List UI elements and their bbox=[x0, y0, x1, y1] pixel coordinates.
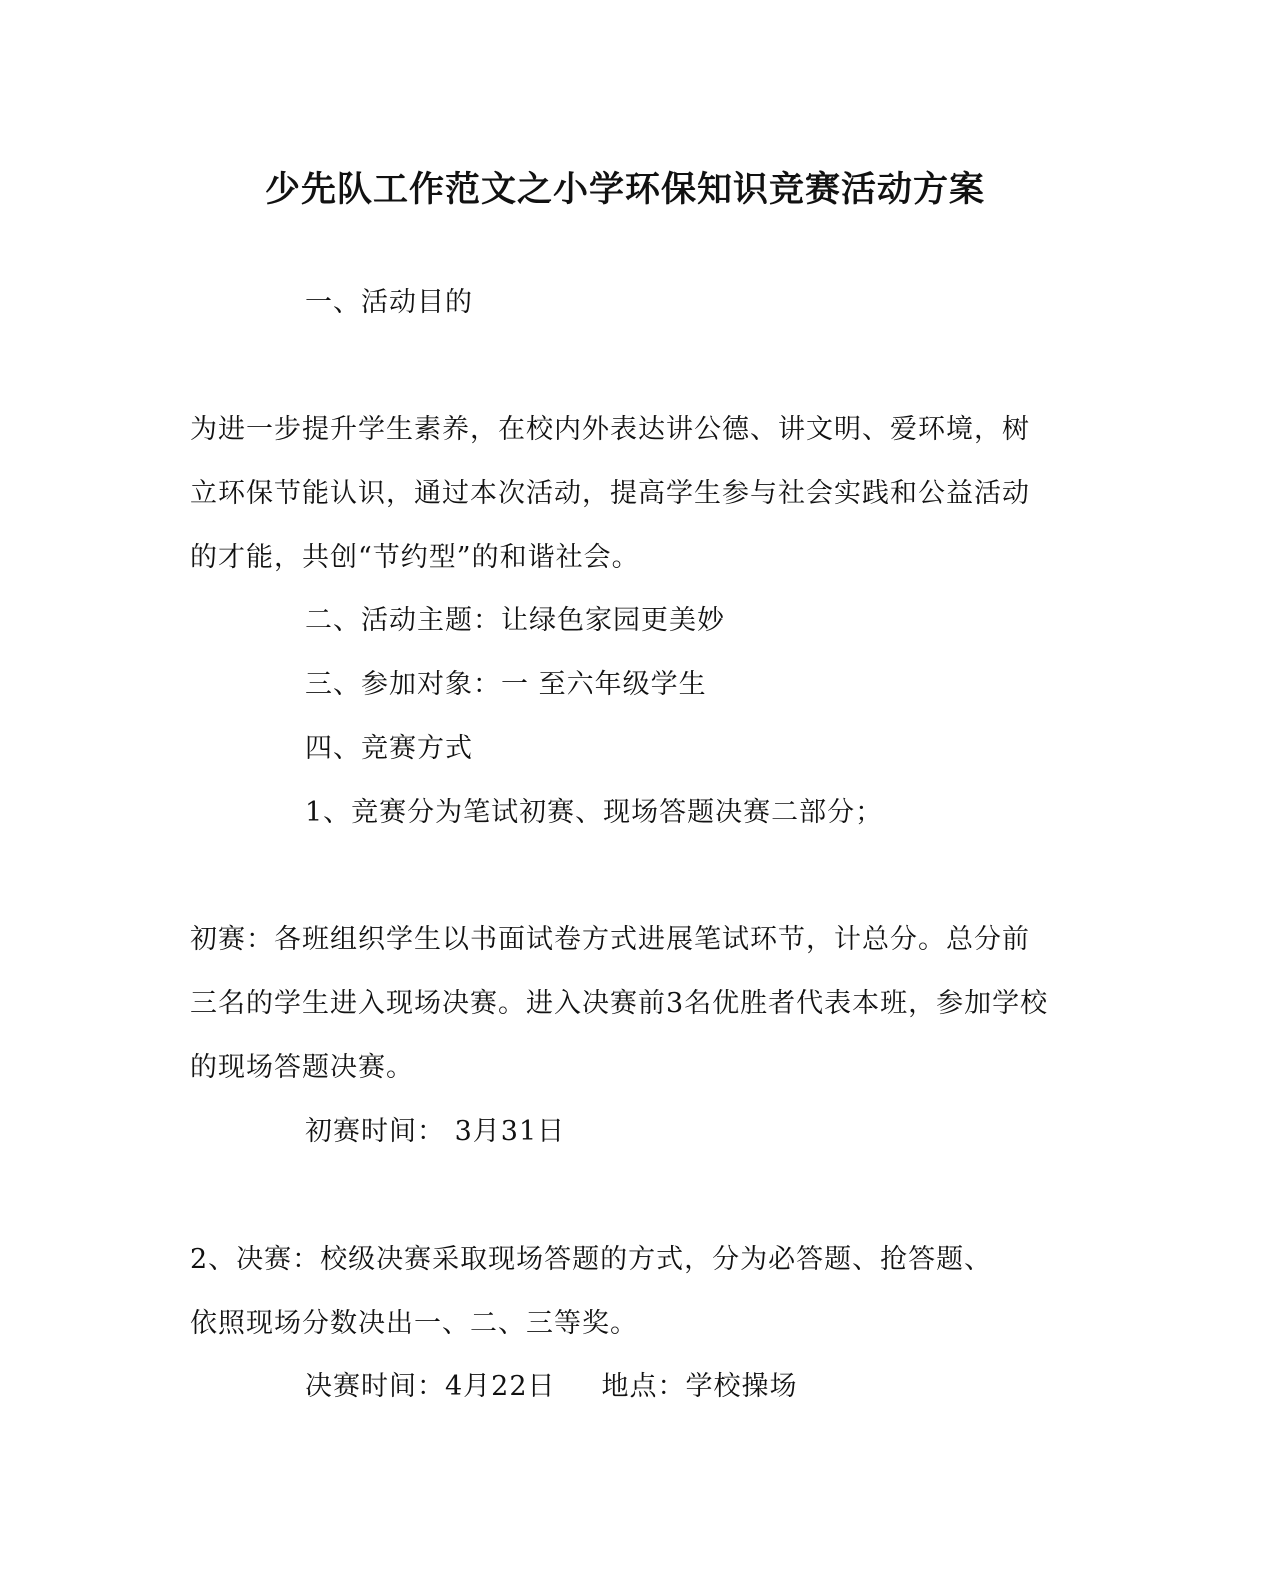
final-line-1: 2、决赛：校级决赛采取现场答题的方式，分为必答题、抢答题、 bbox=[190, 1244, 993, 1275]
document-title: 少先队工作范文之小学环保知识竞赛活动方案 bbox=[264, 169, 985, 210]
preliminary-line-1: 初赛：各班组织学生以书面试卷方式进展笔试环节，计总分。总分前 bbox=[190, 924, 1030, 955]
purpose-line-1: 为进一步提升学生素养，在校内外表达讲公德、讲文明、爱环境，树 bbox=[190, 414, 1030, 445]
section-2-theme: 二、活动主题：让绿色家园更美妙 bbox=[305, 605, 725, 636]
preliminary-time: 初赛时间： 3月31日 bbox=[305, 1116, 566, 1147]
competition-item-1: 1、竞赛分为笔试初赛、现场答题决赛二部分； bbox=[305, 797, 884, 828]
final-time: 决赛时间：4月22日 bbox=[305, 1371, 556, 1402]
final-location: 地点：学校操场 bbox=[601, 1371, 798, 1402]
final-time-location-row bbox=[305, 1367, 798, 1407]
section-3-participants: 三、参加对象：一 至六年级学生 bbox=[305, 669, 707, 700]
purpose-line-3: 的才能，共创“节约型”的和谐社会。 bbox=[190, 542, 640, 573]
preliminary-line-2: 三名的学生进入现场决赛。进入决赛前3名优胜者代表本班，参加学校 bbox=[190, 988, 1049, 1019]
section-4-heading: 四、竞赛方式 bbox=[305, 733, 473, 764]
purpose-line-2: 立环保节能认识，通过本次活动，提高学生参与社会实践和公益活动 bbox=[190, 478, 1030, 509]
preliminary-line-3: 的现场答题决赛。 bbox=[190, 1052, 414, 1083]
section-1-heading: 一、活动目的 bbox=[305, 287, 473, 318]
final-line-2: 依照现场分数决出一、二、三等奖。 bbox=[190, 1308, 638, 1339]
